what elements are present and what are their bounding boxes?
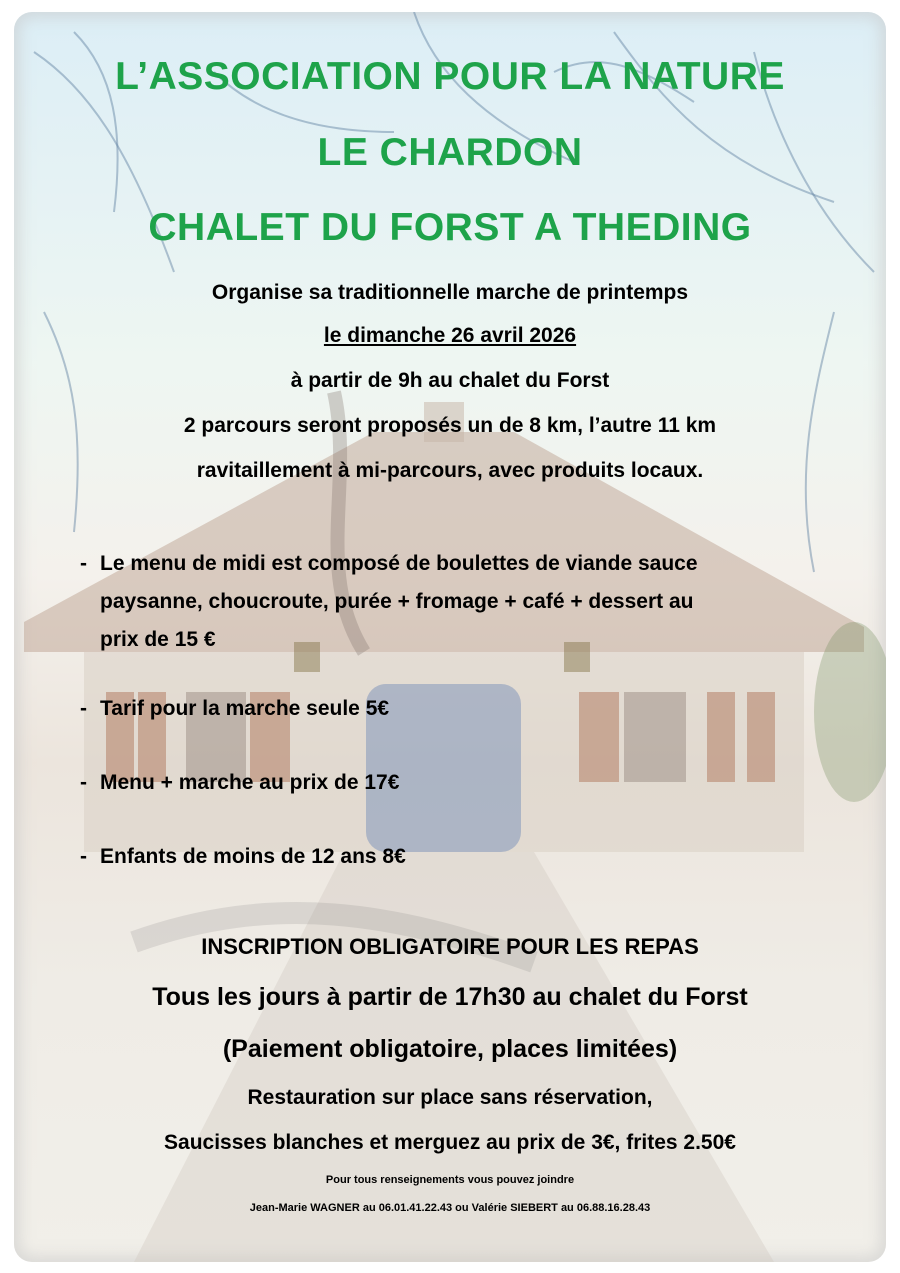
inscription-line-4: Saucisses blanches et merguez au prix de 3€, frites 2.50€	[164, 1131, 736, 1154]
bullet-dash: -	[80, 697, 87, 720]
title-line-2: LE CHARDON	[317, 131, 583, 174]
intro-line-5: ravitaillement à mi-parcours, avec produits locaux.	[196, 459, 704, 482]
contact-line-2: Jean-Marie WAGNER au 06.01.41.22.43 ou Valérie SIEBERT au 06.88.16.28.43	[249, 1202, 651, 1214]
combo-text: Menu + marche au prix de 17€	[100, 771, 400, 794]
intro-line-4: 2 parcours seront proposés un de 8 km, l’autre 11 km	[183, 414, 717, 437]
bullet-dash: -	[80, 845, 87, 868]
inscription-line-3: Restauration sur place sans réservation,	[247, 1086, 653, 1109]
intro-line-1: Organise sa traditionnelle marche de printemps	[211, 281, 689, 304]
inscription-line-2: (Paiement obligatoire, places limitées)	[222, 1035, 678, 1063]
menu-line-1: Le menu de midi est composé de boulettes de viande sauce	[100, 552, 698, 575]
intro-line-3: à partir de 9h au chalet du Forst	[290, 369, 610, 392]
bullet-dash: -	[80, 552, 87, 575]
event-date: le dimanche 26 avril 2026	[323, 324, 577, 347]
inscription-line-1: Tous les jours à partir de 17h30 au chalet du Forst	[152, 983, 748, 1011]
title-line-1: L’ASSOCIATION POUR LA NATURE	[115, 55, 785, 98]
bullet-enfants	[80, 838, 800, 876]
menu-line-2: paysanne, choucroute, purée + fromage + café + dessert au	[100, 590, 694, 613]
bullet-dash: -	[80, 771, 87, 794]
tarif-text: Tarif pour la marche seule 5€	[100, 697, 390, 720]
bullet-tarif	[80, 690, 800, 728]
contact-line-1: Pour tous renseignements vous pouvez joindre	[325, 1174, 575, 1186]
enfants-text: Enfants de moins de 12 ans 8€	[100, 845, 406, 868]
bullet-menu	[80, 545, 800, 659]
menu-line-3: prix de 15 €	[100, 628, 216, 651]
title-line-3: CHALET DU FORST A THEDING	[148, 206, 752, 249]
bullet-combo	[80, 764, 800, 802]
inscription-heading: INSCRIPTION OBLIGATOIRE POUR LES REPAS	[201, 934, 699, 959]
